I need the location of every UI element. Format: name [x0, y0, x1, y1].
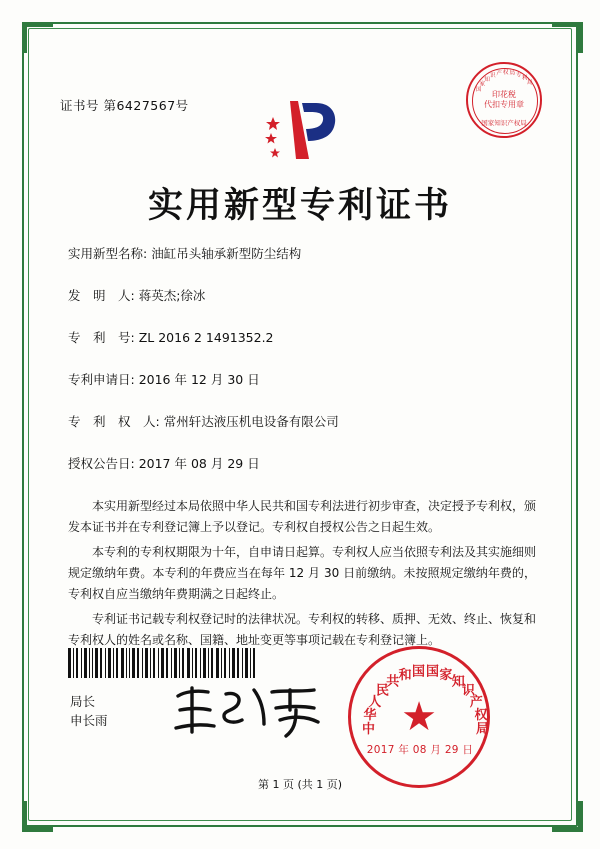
- body-text: [68, 496, 536, 655]
- seal-arc-text: 国 家 知 识 产 权 局 专 利 局: [475, 70, 533, 93]
- body-paragraph-1: 本实用新型经过本局依照中华人民共和国专利法进行初步审查，决定授予专利权，颁发本证书并在专利登记簿上予以登记。专利权自授权公告之日起生效。: [68, 499, 537, 534]
- field-label: 发 明 人:: [68, 288, 135, 303]
- body-paragraph-3: 专利证书记载专利权登记时的法律状况。专利权的转移、质押、无效、终止、恢复和专利权人的姓名或名称、国籍、地址变更等事项记载在专利登记簿上。: [68, 612, 537, 647]
- seal-bottom-text: 国家知识产权局: [481, 119, 527, 127]
- field-label: 专 利 权 人:: [68, 414, 160, 429]
- seal-date: 2017 年 08 月 29 日: [366, 744, 474, 756]
- field-row-patent-number: [68, 329, 538, 347]
- corner-ornament-bottom-right: [552, 801, 583, 832]
- national-emblem-icon: ★: [401, 694, 437, 740]
- page-title: 实用新型专利证书: [147, 186, 452, 226]
- commissioner-title-label: 局长: [70, 694, 96, 709]
- fields-list: [68, 245, 538, 497]
- field-row-inventor: [68, 287, 538, 305]
- certificate-number: 证书号 第6427567号: [60, 98, 189, 113]
- corner-ornament-top-right: [552, 22, 583, 53]
- field-value: 油缸吊头轴承新型防尘结构: [151, 246, 302, 261]
- page-number: 第 1 页 (共 1 页): [257, 778, 343, 791]
- seal-middle-text: 印花税 代扣专用章: [484, 90, 524, 109]
- tax-stamp-seal: [466, 62, 542, 138]
- field-row-patentee: [68, 413, 538, 431]
- field-value: 常州轩达液压机电设备有限公司: [163, 414, 339, 429]
- field-value: 蒋英杰;徐冰: [138, 288, 206, 303]
- corner-ornament-bottom-left: [22, 801, 53, 832]
- barcode: [68, 648, 258, 678]
- seal-arc-text: 中 华 人 民 共 和 国 国 家 知 识 产 权 局: [362, 664, 490, 737]
- handwritten-signature: [168, 680, 328, 742]
- field-label: 授权公告日:: [68, 456, 135, 471]
- field-row-grant-announcement-date: [68, 455, 538, 473]
- field-value: 2016 年 12 月 30 日: [138, 372, 260, 387]
- field-label: 专 利 号:: [68, 330, 135, 345]
- field-row-utility-model-name: [68, 245, 538, 263]
- commissioner-block: [70, 692, 108, 730]
- national-office-seal: [348, 646, 490, 788]
- field-value: 2017 年 08 月 29 日: [138, 456, 260, 471]
- field-label: 实用新型名称:: [68, 246, 148, 261]
- field-value: ZL 2016 2 1491352.2: [138, 330, 274, 345]
- commissioner-name-label: 申长雨: [70, 713, 108, 728]
- field-row-application-date: [68, 371, 538, 389]
- cnipa-logo-icon: [246, 95, 356, 167]
- corner-ornament-top-left: [22, 22, 53, 53]
- body-paragraph-2: 本专利的专利权期限为十年，自申请日起算。专利权人应当依照专利法及其实施细则规定缴纳年费。本专利的年费应当在每年 12 月 30 日前缴纳。未按照规定缴纳年费的，专利权自应当缴纳年费期满之日起终止。: [68, 545, 537, 601]
- field-label: 专利申请日:: [68, 372, 135, 387]
